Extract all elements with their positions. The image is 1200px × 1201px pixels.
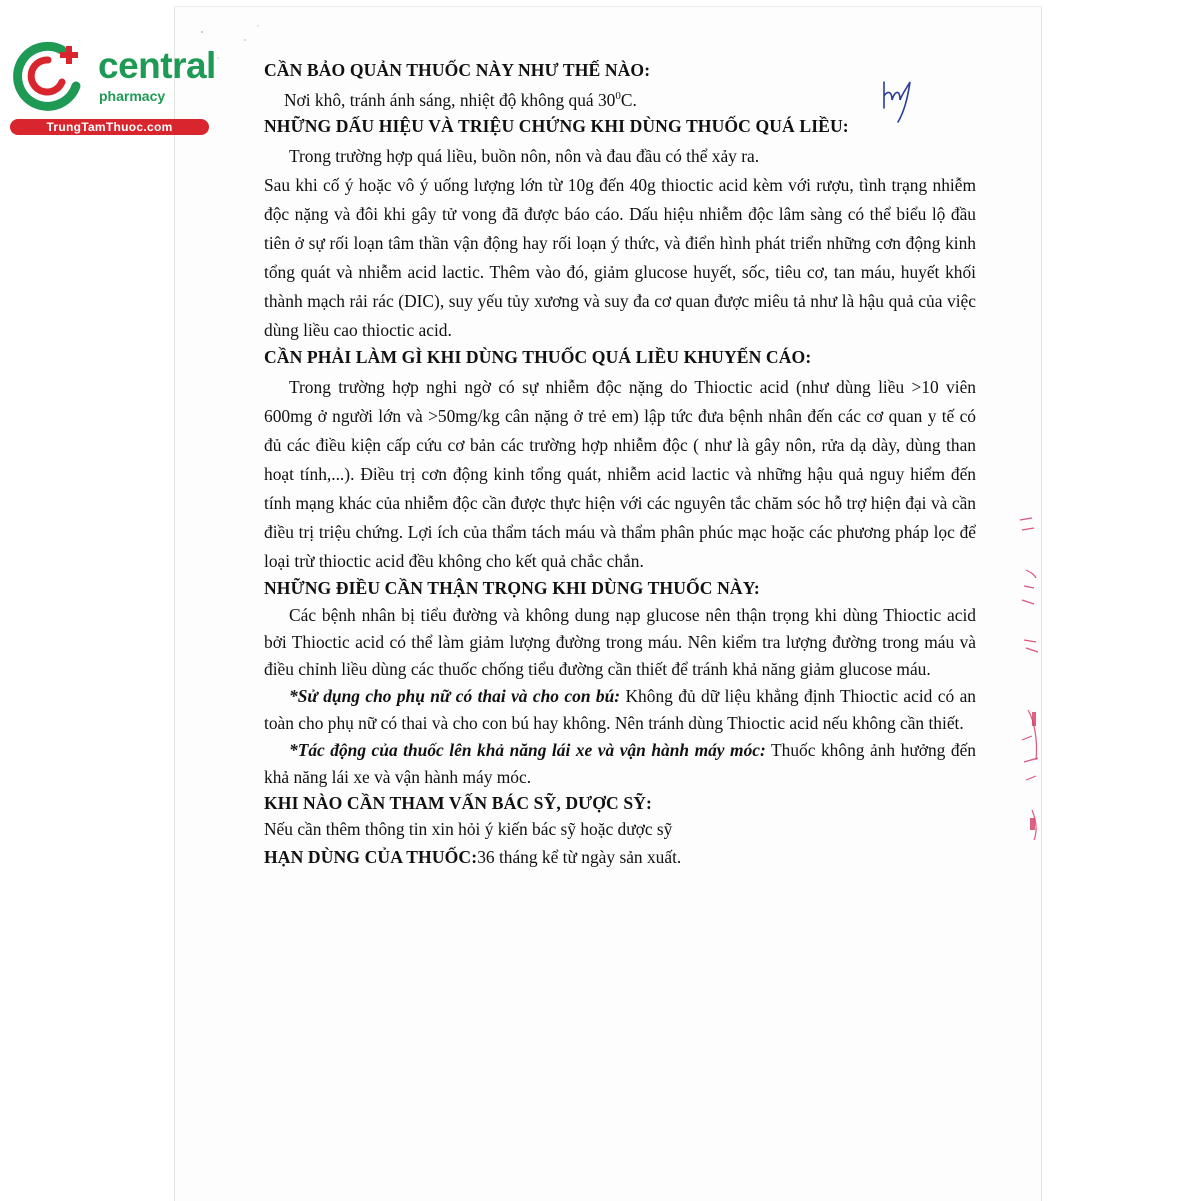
overdose-action-p1: Trong trường hợp nghi ngờ có sự nhiễm độc nặng do Thioctic acid (như dùng liều >10 viên 600mg ở người lớn và >50mg/kg cân nặng ở trẻ em) lập tức đưa bệnh nhân đến các cơ quan y tế có đủ các điều kiện cấp cứu cơ bản các trường hợp nhiễm độc ( như là gây nôn, rửa dạ dày, dùng than hoạt tính,...). Điều trị cơn động kinh tổng quát, nhiễm acid lactic và những hậu quả nguy hiểm đến tính mạng khác của nhiễm độc cần được thực hiện với các nguyên tắc chăm sóc hỗ trợ hiện đại và cần điều trị triệu chứng. Lợi ích của thẩm tách máu và thẩm phân phúc mạc hoặc các phương pháp lọc để loại trừ thioctic acid đều không cho kết quả chắc chắn.	[264, 377, 976, 571]
storage-text-unit: C.	[620, 90, 637, 110]
red-stamp-edge	[1012, 500, 1044, 850]
logo-subtitle: pharmacy	[99, 88, 166, 104]
heading-consult: KHI NÀO CẦN THAM VẤN BÁC SỸ, DƯỢC SỸ:	[264, 793, 653, 813]
heading-overdose-signs: NHỮNG DẤU HIỆU VÀ TRIỆU CHỨNG KHI DÙNG THUỐC QUÁ LIỀU:	[264, 116, 849, 136]
heading-storage: CẦN BẢO QUẢN THUỐC NÀY NHƯ THẾ NÀO:	[264, 60, 651, 80]
logo-brand-text: central	[98, 45, 216, 86]
overdose-signs-p1: Trong trường hợp quá liều, buồn nôn, nôn và đau đầu có thể xảy ra.	[289, 146, 760, 166]
heading-expiry: HẠN DÙNG CỦA THUỐC:	[264, 847, 478, 867]
precautions-p1: Các bệnh nhân bị tiểu đường và không dung nạp glucose nên thận trọng khi dùng Thioctic acid bởi Thioctic acid có thể làm giảm lượng đường trong máu. Nên kiểm tra lượng đường trong máu và điều chỉnh liều dùng các thuốc chống tiểu đường cần thiết để tránh khả năng giảm glucose máu.	[264, 605, 976, 679]
logo-site-banner: TrungTamThuoc.com	[10, 119, 209, 135]
heading-overdose-action: CẦN PHẢI LÀM GÌ KHI DÙNG THUỐC QUÁ LIỀU KHUYẾN CÁO:	[264, 347, 812, 367]
driving-text: Thuốc không ảnh hưởng đến khả năng lái xe và vận hành máy móc.	[264, 740, 976, 787]
leaflet-text	[264, 58, 976, 871]
storage-text-main: Nơi khô, tránh ánh sáng, nhiệt độ không quá 30	[284, 90, 616, 110]
overdose-signs-p2: Sau khi cố ý hoặc vô ý uống lượng lớn từ 10g đến 40g thioctic acid kèm với rượu, tình trạng nhiễm độc nặng và đôi khi gây tử vong đã được báo cáo. Dấu hiệu nhiễm độc lâm sàng có thể biểu lộ đầu tiên ở sự rối loạn tâm thần vận động hay rối loạn ý thức, và điển hình phát triển những cơn động kinh tổng quát và nhiễm acid lactic. Thêm vào đó, giảm glucose huyết, sốc, tiêu cơ, tan máu, huyết khối thành mạch rải rác (DIC), suy yếu tủy xương và suy đa cơ quan được miêu tả như là hậu quả của việc dùng liều cao thioctic acid.	[264, 175, 976, 340]
driving-label: *Tác động của thuốc lên khả năng lái xe và vận hành máy móc:	[289, 740, 766, 760]
pregnancy-text: Không đủ dữ liệu khẳng định Thioctic acid có an toàn cho phụ nữ có thai và cho con bú hay không. Nên tránh dùng Thioctic acid nếu không cần thiết.	[264, 686, 976, 733]
precautions-pregnancy	[264, 683, 976, 737]
logo-mark-icon	[10, 36, 90, 116]
heading-precautions: NHỮNG ĐIỀU CẦN THẬN TRỌNG KHI DÙNG THUỐC NÀY:	[264, 578, 760, 598]
central-pharmacy-logo	[10, 36, 215, 140]
consult-text: Nếu cần thêm thông tin xin hỏi ý kiến bác sỹ hoặc dược sỹ	[264, 819, 673, 839]
storage-text	[264, 82, 976, 114]
expiry-text: 36 tháng kể từ ngày sản xuất.	[477, 847, 682, 867]
expiry-line	[264, 843, 976, 871]
precautions-driving	[264, 737, 976, 791]
pregnancy-label: *Sử dụng cho phụ nữ có thai và cho con bú:	[289, 686, 621, 706]
storage-degree: 0	[615, 90, 621, 102]
